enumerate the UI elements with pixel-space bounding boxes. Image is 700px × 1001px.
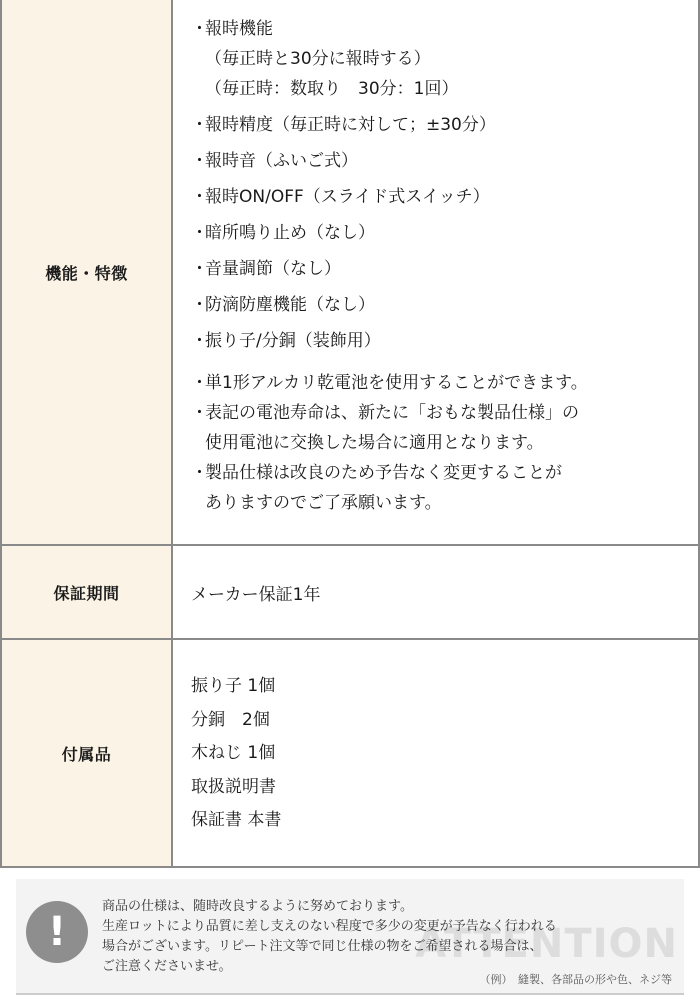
notice-example: （例） 縫製、各部品の形や色、ネジ等 xyxy=(479,973,672,986)
feature-notes xyxy=(191,368,698,518)
note-3: ・ 製品仕様は改良のため予告なく変更することが ありますのでご了承願います。 xyxy=(191,463,562,513)
features-value xyxy=(173,0,698,544)
notice-text xyxy=(102,897,662,977)
features-label: 機能・特徴 xyxy=(2,0,173,544)
feature-item-4: ・ 報時ON/OFF（スライド式スイッチ） xyxy=(191,187,490,207)
warranty-label: 保証期間 xyxy=(2,546,173,638)
accessories-label: 付属品 xyxy=(2,640,173,866)
accessory-item: 分銅 2個 xyxy=(191,709,270,730)
feature-item-2: ・ 報時精度（毎正時に対して；±30分） xyxy=(191,115,496,135)
note-1: ・ 単1形アルカリ乾電池を使用することができます。 xyxy=(191,373,588,393)
accessories-row xyxy=(2,640,698,868)
notice-line: 生産ロットにより品質に差し支えのない程度で多少の変更が予告なく行われる xyxy=(102,919,557,934)
feature-item-3: ・ 報時音（ふいご式） xyxy=(191,151,358,171)
exclamation-icon: ! xyxy=(26,901,88,963)
accessories-value xyxy=(173,640,698,866)
feature-item-7: ・ 防滴防塵機能（なし） xyxy=(191,295,375,315)
warranty-value-cell xyxy=(173,546,698,638)
feature-item-8: ・ 振り子/分銅（装飾用） xyxy=(191,331,381,351)
feature-item-1: ・ 報時機能 （毎正時と30分に報時する） （毎正時：数取り 30分：1回） xyxy=(191,19,459,99)
notice-line: 場合がございます。リピート注文等で同じ仕様の物をご希望される場合は、 xyxy=(102,939,543,954)
attention-watermark: ATTENTION xyxy=(415,921,678,967)
warranty-value: メーカー保証1年 xyxy=(191,584,321,605)
feature-item-5: ・ 暗所鳴り止め（なし） xyxy=(191,223,375,243)
warranty-row xyxy=(2,546,698,640)
features-row xyxy=(2,0,698,546)
accessory-item: 取扱説明書 xyxy=(191,776,276,797)
accessory-item: 振り子 1個 xyxy=(191,676,276,696)
notice-line: ご注意くださいませ。 xyxy=(102,959,232,974)
feature-item-6: ・ 音量調節（なし） xyxy=(191,259,341,279)
note-2: ・ 表記の電池寿命は、新たに「おもな製品仕様」の 使用電池に交換した場合に適用となります。 xyxy=(191,403,579,453)
notice-box xyxy=(16,879,684,995)
accessory-item: 保証書 本書 xyxy=(191,810,282,830)
accessory-item: 木ねじ 1個 xyxy=(191,743,276,763)
notice-line: 商品の仕様は、随時改良するように努めております。 xyxy=(102,899,413,914)
